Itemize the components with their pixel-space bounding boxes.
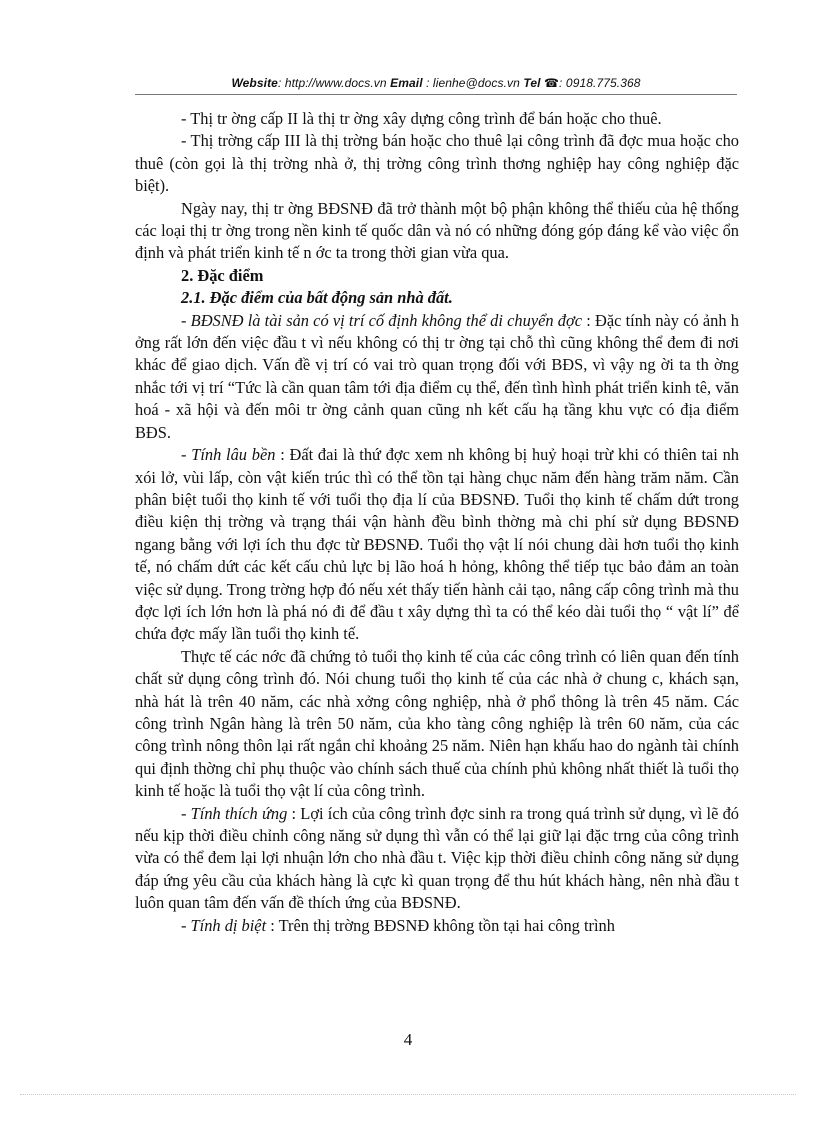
email-value: : lienhe@docs.vn <box>426 76 520 90</box>
paragraph-tinh-di-biet: - Tính dị biệt : Trên thị trờng BĐSNĐ không tồn tại hai công trình <box>181 915 615 935</box>
paragraph-tinh-thich-ung: - Tính thích ứng : Lợi ích của công trình đợc sinh ra trong quá trình sử dụng, vì lẽ đó nếu kịp thời điều chỉnh công năng sử dụng thì vẫn có thể lại giữ lại đặc trng của công trình vừa có thể đem lại lợi nhuận lớn cho nhà đầu t. Việc kịp thời điều chỉnh công năng sử dụng đáp ứng yêu cầu của khách hàng là cực kì quan trọng để thu hút khách hàng, nên nhà đầu t luôn quan tâm đến vấn đề thích ứng của BĐSNĐ. <box>135 803 739 913</box>
paragraph-thuc-te: Thực tế các nớc đã chứng tỏ tuổi thọ kinh tế của các công trình có liên quan đến tính chất sử dụng công trình đó. Nói chung tuổi thọ kinh tế của các nhà ở chung c, khách sạn, nhà hát là trên 40 năm, các nhà xởng công nghiệp, nhà ở phổ thông là trên 45 năm. Các công trình Ngân hàng là trên 50 năm, của kho tàng công nghiệp là trên 60 năm, của các công trình nông thôn lại rất ngắn chỉ khoảng 25 năm. Niên hạn khấu hao do ngành tài chính qui định thờng chỉ phụ thuộc vào chính sách thuế của chính phủ không nhất thiết là tuổi thọ kinh tế hoặc là tuổi thọ vật lí của công trình. <box>135 646 739 801</box>
page-number: 4 <box>403 1030 413 1049</box>
phone-icon: ☎ <box>543 76 560 90</box>
paragraph-thi-truong-cap-2: - Thị tr ờng cấp II là thị tr ờng xây dựng công trình để bán hoặc cho thuê. <box>181 109 662 128</box>
term-label: - Tính dị biệt <box>181 915 267 935</box>
paragraph-ngay-nay: Ngày nay, thị tr ờng BĐSNĐ đã trở thành một bộ phận không thể thiếu của hệ thống các loại thị tr ờng trong nền kinh tế quốc dân và nó có những đóng góp đáng kể vào việc ổn định và phát triển kinh tế n ớc ta trong thời gian vừa qua. <box>135 198 739 263</box>
website-value: : http://www.docs.vn <box>277 76 387 90</box>
subsection-heading: 2.1. Đặc điểm của bất động sản nhà đất. <box>181 288 453 308</box>
tel-value: : 0918.775.368 <box>559 76 641 90</box>
term-label: - Tính thích ứng <box>181 803 288 823</box>
email-label: Email <box>390 76 423 90</box>
paragraph-thi-truong-cap-3: - Thị trờng cấp III là thị trờng bán hoặc cho thuê lại công trình đã đợc mua hoặc cho thuê (còn gọi là thị trờng nhà ở, thị trờng công trình thơng nghiệp hay công nghiệp đặc biệt). <box>135 131 739 196</box>
term-label: - Tính lâu bền <box>181 445 276 465</box>
paragraph-tinh-lau-ben: - Tính lâu bền : Đất đai là thứ đợc xem nh không bị huỷ hoại trừ khi có thiên tai nh xói lở, vùi lấp, còn vật kiến trúc thì có thể tồn tại hàng chục năm đến hàng trăm năm. Cần phân biệt tuổi thọ kinh tế với tuổi thọ địa lí của BĐSNĐ. Tuổi thọ kinh tế chấm dứt trong điều kiện thị trờng và trạng thái vận hành đều bình thờng mà chi phí sử dụng BĐSNĐ ngang bằng với lợi ích thu đợc từ BĐSNĐ. Tuổi thọ vật lí nói chung dài hơn tuổi thọ kinh tế, nó chấm dứt các kết cấu chủ lực bị lão hoá h hỏng, không thể tiếp tục bảo đảm an toàn việc sử dụng. Trong trờng hợp đó nếu xét thấy tiến hành cải tạo, nâng cấp công trình mà thu đợc lợi ích lớn hơn là phá nó đi để đầu t xây dựng thì ta có thể kéo dài tuổi thọ “ vật lí” để chứa đợc mấy lần tuổi thọ kinh tế. <box>135 445 739 644</box>
footer-divider <box>20 1094 796 1095</box>
website-label: Website <box>231 76 278 90</box>
paragraph-vi-tri-co-dinh: - BĐSNĐ là tài sản có vị trí cố định không thể di chuyển đợc : Đặc tính này có ảnh h ởng rất lớn đến việc đầu t vì nếu không có thị tr ờng tại chỗ thì cũng không thể đem đi nơi khác để giao dịch. Vấn đề vị trí có vai trò quan trọng đối với BĐS, vì vậy ng ời ta th ờng nhắc tới vị trí “Tức là cần quan tâm tới địa điểm cụ thể, đến tình hình phát triển kinh tê, văn hoá - xã hội và đến môi tr ờng cảnh quan cũng nh kết cấu hạ tầng khu vực có địa điểm BĐS. <box>135 310 739 442</box>
tel-label: Tel <box>523 76 541 90</box>
page-header <box>135 76 737 95</box>
term-label: - BĐSNĐ là tài sản có vị trí cố định không thể di chuyển đợc <box>181 310 583 330</box>
document-body <box>135 108 739 937</box>
section-heading: 2. Đặc điểm <box>181 265 264 285</box>
